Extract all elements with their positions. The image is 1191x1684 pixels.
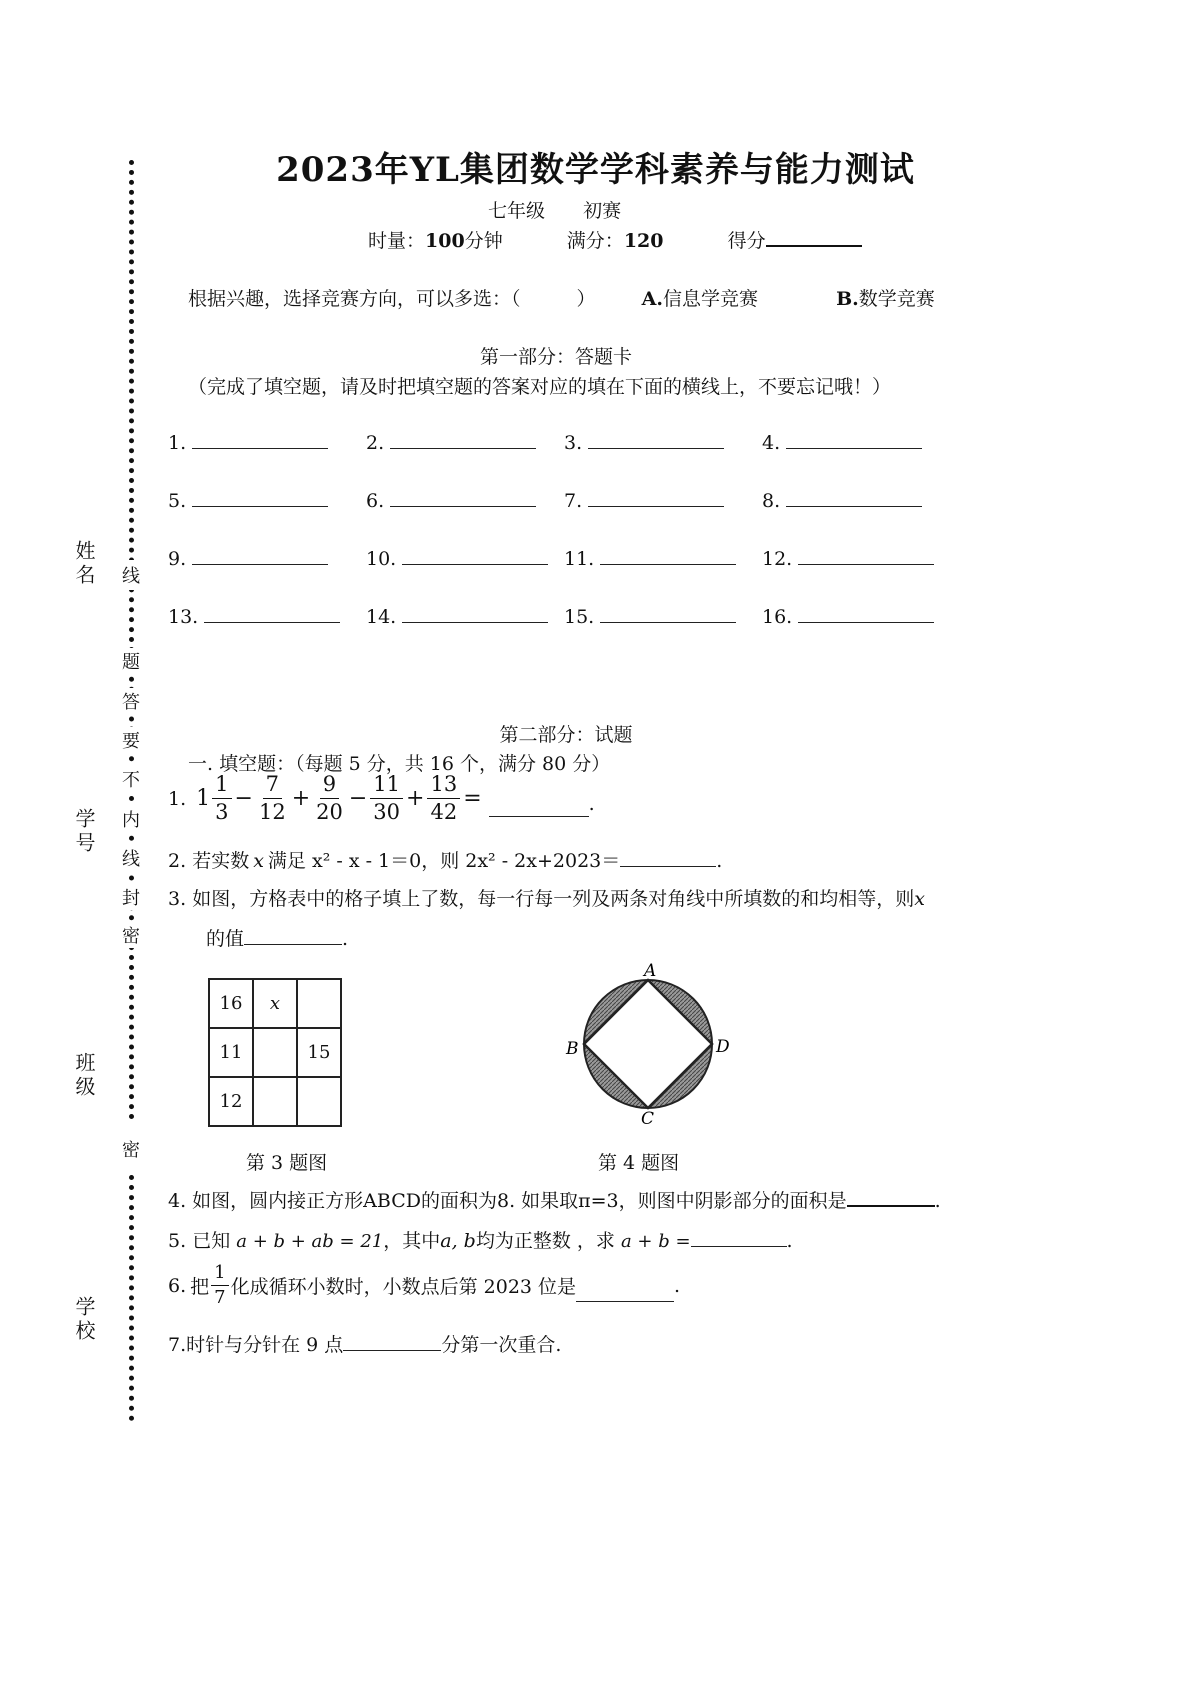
round: 初赛 xyxy=(583,200,622,222)
answer-5[interactable]: 5. xyxy=(168,488,328,512)
part1-title: 第一部分：答题卡 xyxy=(479,346,632,368)
figure-3-caption: 第 3 题图 xyxy=(246,1152,328,1174)
q1-op-3: − xyxy=(348,786,368,811)
score-blank[interactable] xyxy=(766,227,862,247)
page-title: 2023年YL集团数学学科素养与能力测试 xyxy=(276,150,915,190)
q7-text-a: 时针与分针在 9 点 xyxy=(186,1334,344,1356)
answer-4[interactable]: 4. xyxy=(762,430,922,454)
binding-char: 线 xyxy=(122,845,140,871)
binding-char: 不 xyxy=(122,766,140,792)
q1-frac-2: $\frac{7}{12}$ xyxy=(258,772,286,824)
grid-cell: 11 xyxy=(209,1028,253,1077)
q2-var: x xyxy=(253,850,264,872)
q6-end: . xyxy=(674,1274,681,1297)
q6-frac: $\frac{1}{7}$ xyxy=(211,1264,228,1307)
grid-cell: 16 xyxy=(209,979,253,1028)
grid-cell: 12 xyxy=(209,1077,253,1126)
q2-end: . xyxy=(716,850,723,872)
binding-char: 密 xyxy=(122,922,140,948)
q3-var: x xyxy=(914,888,925,910)
q1-frac-5: $\frac{13}{42}$ xyxy=(427,774,460,823)
q1-op-5: = xyxy=(463,786,482,811)
time-label: 时量： xyxy=(368,230,426,252)
option-b-text: 数学竞赛 xyxy=(858,288,935,310)
question-3-cont xyxy=(206,924,348,951)
q1-op-2: + xyxy=(291,786,311,811)
q1-number: 1. xyxy=(168,787,187,810)
q5-text-b: ，其中 xyxy=(383,1230,441,1252)
figure-3-grid xyxy=(208,978,342,1127)
q3-end: . xyxy=(342,928,349,950)
time-unit: 分钟 xyxy=(464,230,503,252)
q2-text-b: 满足 xyxy=(267,850,306,872)
binding-dotted-line-top xyxy=(129,160,134,1120)
question-3 xyxy=(168,884,958,911)
binding-char: 内 xyxy=(122,806,140,832)
q3-blank[interactable] xyxy=(244,926,342,945)
answer-10[interactable]: 10. xyxy=(366,546,548,570)
answer-3[interactable]: 3. xyxy=(564,430,724,454)
figure-4-caption: 第 4 题图 xyxy=(598,1152,680,1174)
label-d: D xyxy=(716,1037,730,1057)
grid-cell xyxy=(253,1028,297,1077)
q7-text-b: 分第一次重合. xyxy=(441,1334,562,1356)
q7-blank[interactable] xyxy=(343,1332,441,1351)
q5-text-c: 均为正整数 ，求 xyxy=(475,1230,615,1252)
question-6 xyxy=(168,1264,680,1307)
exam-info xyxy=(368,226,862,253)
q5-end: . xyxy=(786,1230,793,1252)
q2-number: 2. xyxy=(168,850,187,872)
direction-prompt: 根据兴趣，选择竞赛方向，可以多选：（ xyxy=(188,288,521,310)
q5-text-a: 已知 xyxy=(192,1230,231,1252)
binding-label-name: 姓名 xyxy=(72,540,96,588)
binding-label-class: 班级 xyxy=(72,1052,96,1100)
answer-2[interactable]: 2. xyxy=(366,430,536,454)
binding-char: 封 xyxy=(122,884,140,910)
grid-cell xyxy=(297,1077,341,1126)
q5-expr: a + b + ab = 21 xyxy=(236,1231,384,1252)
q4-blank[interactable] xyxy=(847,1187,935,1207)
full-label: 满分： xyxy=(566,230,624,252)
answer-6[interactable]: 6. xyxy=(366,488,536,512)
q6-text-b: 化成循环小数时，小数点后第 2023 位是 xyxy=(230,1276,577,1298)
answer-12[interactable]: 12. xyxy=(762,546,934,570)
full-value: 120 xyxy=(623,230,664,252)
q1-op-4: + xyxy=(406,786,425,811)
question-5 xyxy=(168,1226,793,1253)
question-2 xyxy=(168,846,722,873)
grid-cell xyxy=(297,979,341,1028)
q2-blank[interactable] xyxy=(620,848,716,867)
q2-equation: x² - x - 1＝0，则 2x² - 2x+2023＝ xyxy=(311,850,621,872)
direction-row xyxy=(188,284,948,311)
label-c: C xyxy=(641,1109,655,1128)
q1-whole: 1 xyxy=(196,786,211,811)
q4-end: . xyxy=(934,1190,941,1212)
question-1 xyxy=(168,774,595,823)
part2-title: 第二部分：试题 xyxy=(499,724,633,746)
grade-round xyxy=(488,196,621,223)
question-4 xyxy=(168,1186,941,1213)
answer-15[interactable]: 15. xyxy=(564,604,736,628)
grade: 七年级 xyxy=(488,200,546,222)
q6-text-a: 把 xyxy=(190,1276,210,1298)
label-b: B xyxy=(566,1039,579,1059)
answer-1[interactable]: 1. xyxy=(168,430,328,454)
grid-cell: 15 xyxy=(297,1028,341,1077)
binding-char: 题 xyxy=(122,648,140,674)
option-b-letter: B. xyxy=(836,288,859,310)
option-a-letter: A. xyxy=(641,288,663,310)
q1-blank[interactable] xyxy=(489,798,589,817)
binding-char: 答 xyxy=(122,688,140,714)
q3-line2: 的值 xyxy=(206,928,245,950)
direction-close: ） xyxy=(576,288,596,310)
option-a-text: 信息学竞赛 xyxy=(662,288,758,310)
figure-4-circle-square xyxy=(560,958,750,1128)
part1-note: （完成了填空题，请及时把填空题的答案对应的填在下面的横线上，不要忘记哦！） xyxy=(188,376,892,398)
q1-frac-1: $\frac{1}{3}$ xyxy=(212,774,231,823)
q5-vars: a, b xyxy=(440,1230,476,1252)
q1-frac-4: $\frac{11}{30}$ xyxy=(370,774,403,823)
q1-frac-3: $\frac{9}{20}$ xyxy=(316,772,343,824)
answer-13[interactable]: 13. xyxy=(168,604,340,628)
section1-header: 一. 填空题：（每题 5 分，共 16 个，满分 80 分） xyxy=(188,753,611,775)
q1-end: . xyxy=(588,792,595,815)
grid-cell xyxy=(253,1077,297,1126)
binding-label-number: 学号 xyxy=(72,808,96,856)
answer-14[interactable]: 14. xyxy=(366,604,548,628)
binding-char: 要 xyxy=(122,727,140,753)
grid-cell-x: x xyxy=(253,979,297,1028)
q2-text-a: 若实数 xyxy=(192,850,250,872)
label-a: A xyxy=(644,961,657,981)
binding-dotted-line-bottom xyxy=(129,1175,134,1421)
answer-9[interactable]: 9. xyxy=(168,546,328,570)
binding-label-school: 学校 xyxy=(72,1296,96,1344)
q4-text: 4. 如图，圆内接正方形ABCD的面积为8. 如果取π=3，则图中阴影部分的面积是 xyxy=(168,1190,847,1212)
binding-line-char: 线 xyxy=(122,560,140,590)
q5-blank[interactable] xyxy=(691,1228,787,1247)
q6-blank[interactable] xyxy=(576,1283,674,1302)
q5-expr2: a + b = xyxy=(620,1231,691,1252)
q3-line1: 如图，方格表中的格子填上了数，每一行每一列及两条对角线中所填数的和均相等，则 xyxy=(192,888,915,910)
q5-number: 5. xyxy=(168,1230,187,1252)
answer-7[interactable]: 7. xyxy=(564,488,724,512)
q6-number: 6. xyxy=(168,1274,187,1297)
answer-8[interactable]: 8. xyxy=(762,488,922,512)
question-7 xyxy=(168,1330,561,1357)
answer-16[interactable]: 16. xyxy=(762,604,934,628)
q3-number: 3. xyxy=(168,888,187,910)
binding-char-bottom: 密 xyxy=(122,1140,140,1161)
time-value: 100 xyxy=(425,230,465,252)
answer-11[interactable]: 11. xyxy=(564,546,736,570)
score-label: 得分 xyxy=(727,230,766,252)
q1-op-1: − xyxy=(234,786,253,811)
q7-number: 7. xyxy=(168,1334,187,1356)
